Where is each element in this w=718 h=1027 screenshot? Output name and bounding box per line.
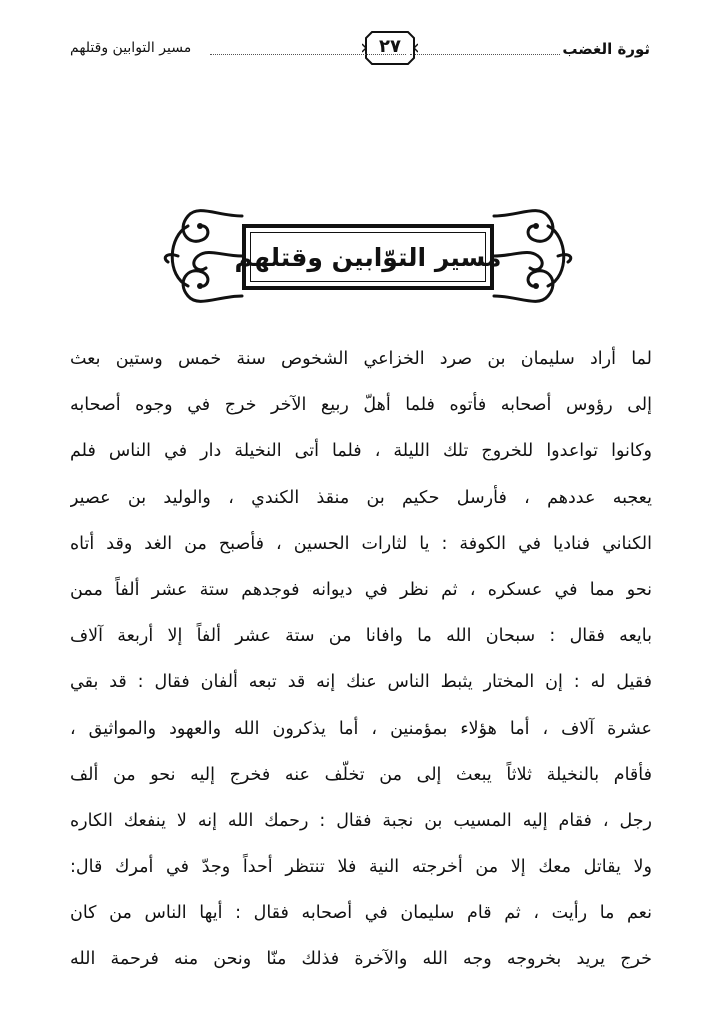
text-line: بايعه فقال : سبحان الله ما وافانا من ستة عشر ألفاً إلا أربعة آلاف — [70, 626, 652, 647]
text-line: يعجبه عددهم ، فأرسل حكيم بن منقذ الكندي ، والوليد بن عصير — [70, 487, 652, 508]
chapter-title-ornament — [158, 196, 578, 316]
text-line: خرج يريد بخروجه وجه الله والآخرة فذلك منّا ونحن منه فرحمة الله — [70, 949, 652, 970]
header-leader-dots-right — [410, 54, 560, 55]
text-line: عشرة آلاف ، أما هؤلاء بمؤمنين ، أما يذكرون الله والعهود والمواثيق ، — [70, 718, 652, 739]
running-chapter-title: مسير التوابين وقتلهم — [70, 40, 192, 56]
text-line: فقيل له : إن المختار يثبط الناس عنك إنه قد تبعه ألفان فقال : قد بقي — [70, 672, 652, 693]
header-leader-dots-left — [210, 54, 406, 55]
chapter-title: مسير التوّابين وقتلهم — [234, 242, 502, 272]
text-line: الكناني فناديا في الكوفة : يا لثارات الحسين ، فأصبح من الغد وقد أتاه — [70, 533, 652, 554]
text-line: وكانوا تواعدوا للخروج تلك الليلة ، فلما أتى النخيلة دار في الناس فلم — [70, 441, 652, 462]
text-line: نحو مما في عسكره ، ثم نظر في ديوانه فوجدهم ستة عشر ألفاً ممن — [70, 579, 652, 600]
text-line: لما أراد سليمان بن صرد الخزاعي الشخوص سنة خمس وستين بعث — [70, 349, 652, 369]
text-line: فأقام بالنخيلة ثلاثاً يبعث إلى من تخلّف عنه فخرج إليه نحو من ألف — [70, 764, 652, 785]
text-line: ولا يقاتل معك إلا من أخرجته النية فلا تنتظر أحداً وجدّ في أمرك قال: — [70, 857, 652, 878]
running-book-title: ثورة الغضب — [562, 40, 650, 58]
text-line: رجل ، فقام إليه المسيب بن نجبة فقال : رحمك الله إنه لا ينفعك الكاره — [70, 810, 652, 831]
chapter-title-box — [234, 224, 502, 290]
body-paragraph — [70, 336, 652, 983]
text-line: إلى رؤوس أصحابه فأتوه فلما أهلّ ربيع الآخر خرج في وجوه أصحابه — [70, 395, 652, 416]
page-number: ٢٧ — [379, 36, 401, 57]
text-line: نعم ما رأيت ، ثم قام سليمان في أصحابه فقال : أيها الناس من كان — [70, 903, 652, 924]
page-number-badge — [362, 28, 418, 68]
page-header — [70, 28, 650, 72]
